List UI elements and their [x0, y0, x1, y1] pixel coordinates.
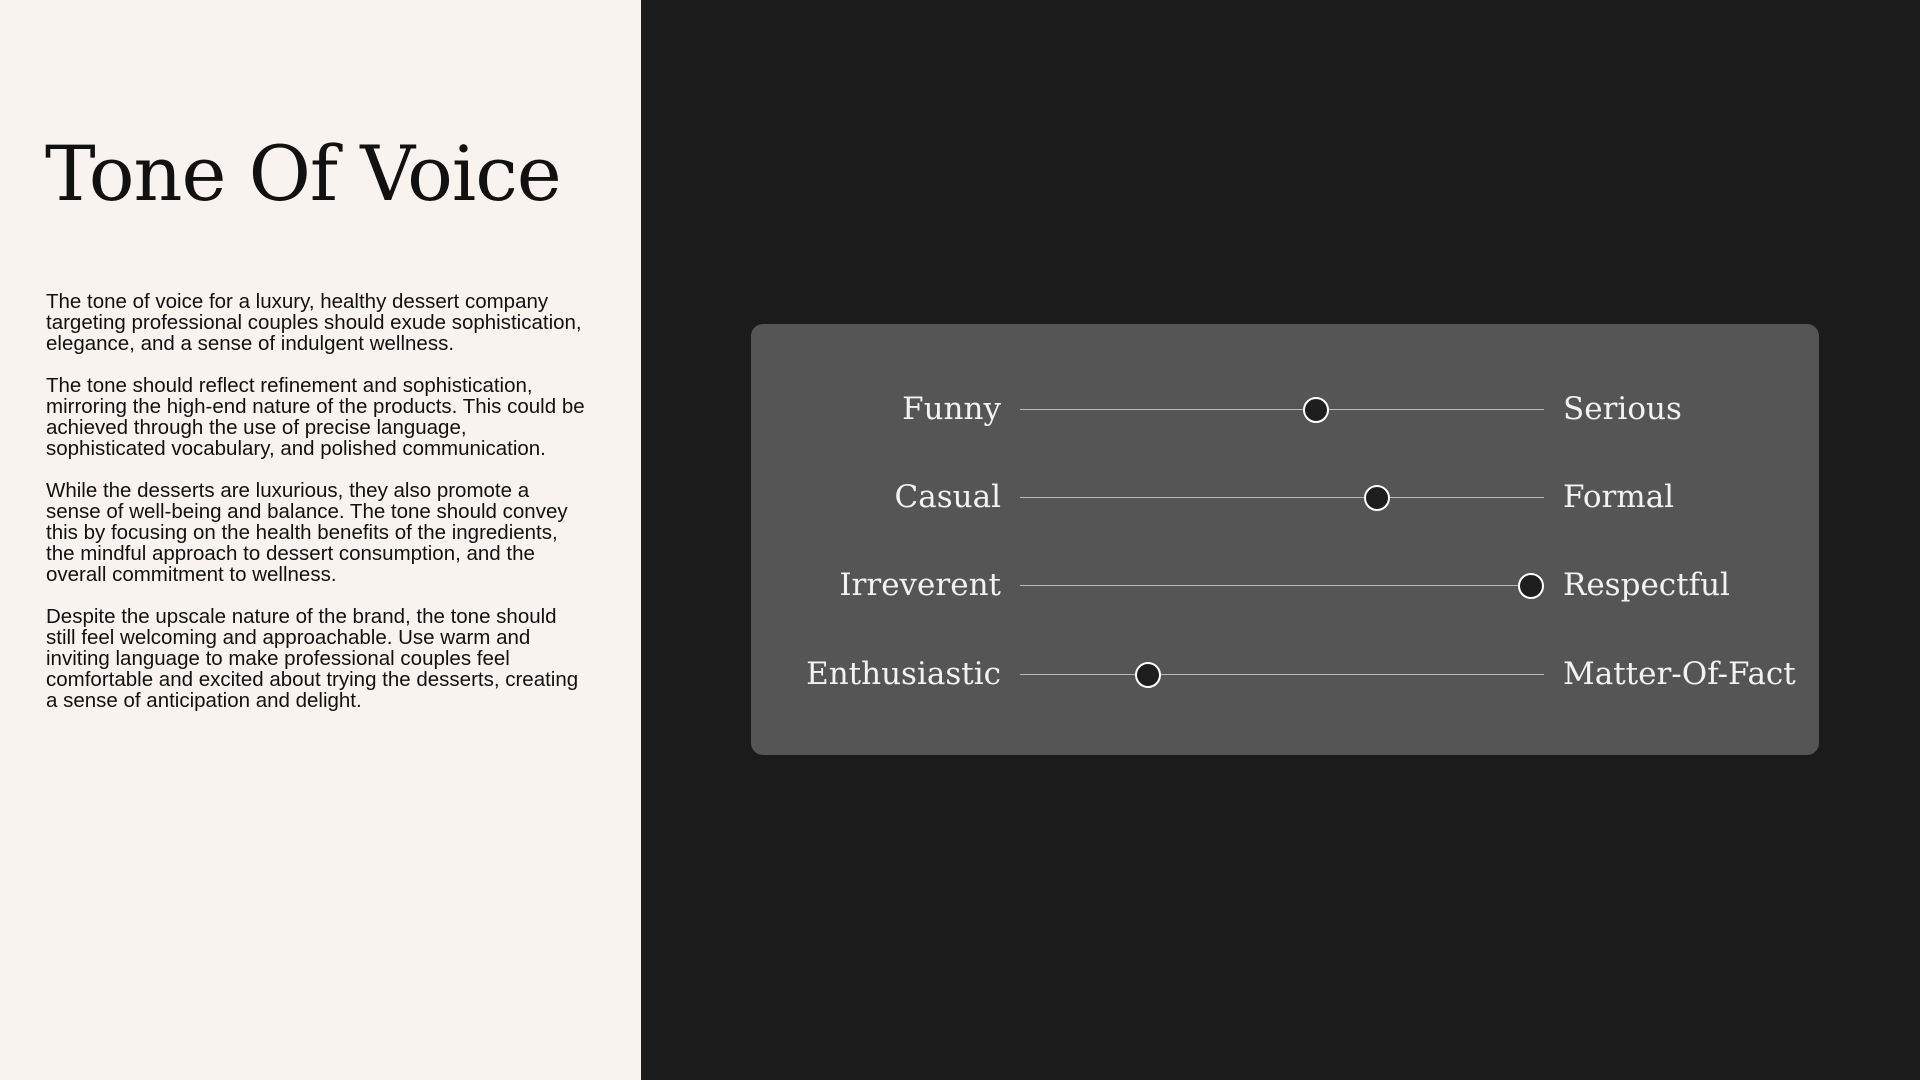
tone-scale-row [751, 467, 1819, 527]
scale-right-label: Formal [1563, 479, 1675, 515]
left-panel [0, 0, 641, 1080]
slider-track[interactable] [1020, 497, 1544, 498]
description-text [46, 291, 586, 732]
slider-track[interactable] [1020, 409, 1544, 410]
slider-track[interactable] [1020, 585, 1544, 586]
paragraph: The tone should reflect refinement and sophistication, mirroring the high-end nature of the products. This could be achieved through the use of precise language, sophisticated vocabulary, and polished communication. [46, 374, 585, 460]
tone-scale-row [751, 379, 1819, 439]
tone-scale-row [751, 644, 1819, 704]
slider-thumb[interactable] [1303, 397, 1329, 423]
scale-left-label: Funny [902, 391, 1001, 427]
slider-thumb[interactable] [1518, 573, 1544, 599]
right-panel [641, 0, 1920, 1080]
page-title: Tone Of Voice [45, 129, 561, 218]
slider-thumb[interactable] [1364, 485, 1390, 511]
scale-left-label: Casual [894, 479, 1001, 515]
paragraph: Despite the upscale nature of the brand, the tone should still feel welcoming and approachable. Use warm and inviting language to make professional couples feel comfortable and excited about trying the desserts, creating a sense of anticipation and delight. [46, 605, 579, 712]
paragraph: While the desserts are luxurious, they also promote a sense of well-being and balance. The tone should convey this by focusing on the health benefits of the ingredients, the mindful approach to dessert consumption, and the overall commitment to wellness. [46, 479, 568, 586]
tone-scale-card [751, 324, 1819, 755]
scale-left-label: Enthusiastic [806, 656, 1001, 692]
paragraph: The tone of voice for a luxury, healthy dessert company targeting professional couples should exude sophistication, elegance, and a sense of indulgent wellness. [46, 290, 582, 355]
scale-right-label: Respectful [1563, 567, 1730, 603]
scale-right-label: Matter-Of-Fact [1563, 656, 1796, 692]
slider-track[interactable] [1020, 674, 1544, 675]
tone-scale-row [751, 555, 1819, 615]
scale-left-label: Irreverent [839, 567, 1001, 603]
slider-thumb[interactable] [1135, 662, 1161, 688]
scale-right-label: Serious [1563, 391, 1682, 427]
